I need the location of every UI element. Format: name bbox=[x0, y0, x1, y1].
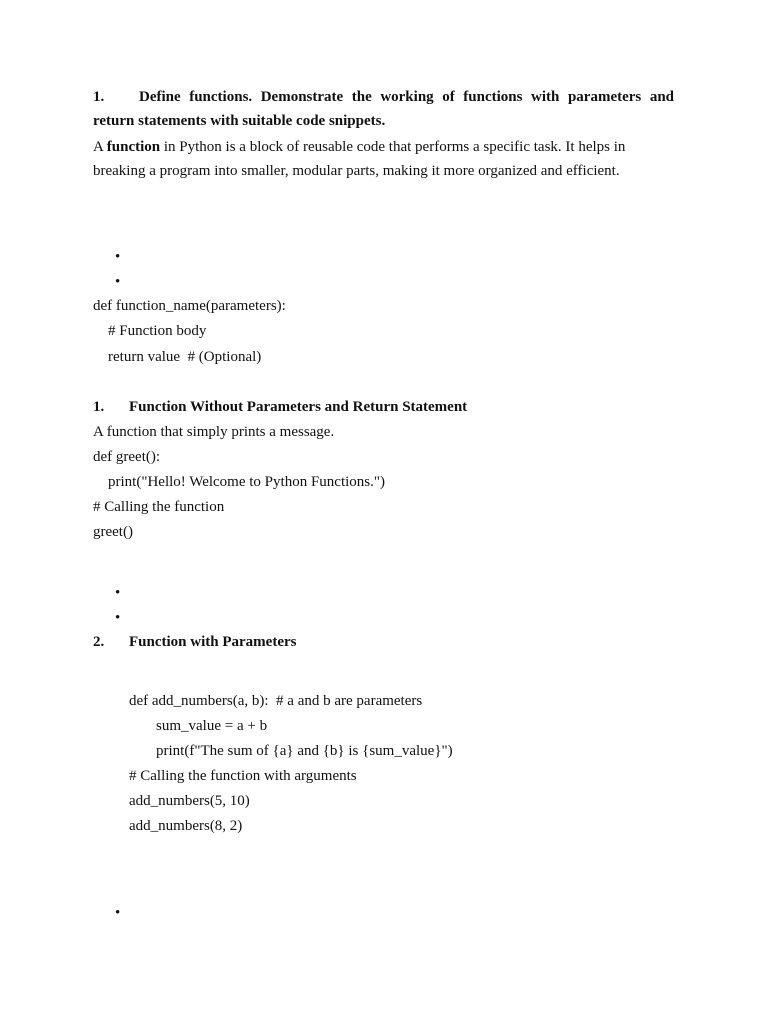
section-description: A function that simply prints a message. bbox=[93, 424, 335, 440]
question-title-line2: return statements with suitable code snippets. bbox=[93, 113, 386, 129]
syntax-line: return value # (Optional) bbox=[108, 349, 262, 365]
intro-line1 bbox=[93, 137, 625, 157]
bullet-point: • bbox=[115, 905, 121, 921]
intro-rest: in Python is a block of reusable code that performs a specific task. It helps in bbox=[160, 139, 626, 155]
code-line: print(f"The sum of {a} and {b} is {sum_value}") bbox=[156, 743, 453, 759]
syntax-line: def function_name(parameters): bbox=[93, 298, 286, 314]
code-line: def greet(): bbox=[93, 449, 161, 465]
bullet-point: • bbox=[115, 585, 121, 601]
section-title: Function with Parameters bbox=[129, 634, 297, 650]
code-line: greet() bbox=[93, 524, 133, 540]
section-number: 2. bbox=[93, 634, 105, 650]
syntax-line: # Function body bbox=[108, 323, 207, 339]
code-line: # Calling the function with arguments bbox=[129, 768, 357, 784]
intro-prefix: A bbox=[93, 139, 107, 155]
intro-line2: breaking a program into smaller, modular parts, making it more organized and efficient. bbox=[93, 163, 620, 179]
section-title: Function Without Parameters and Return Statement bbox=[129, 399, 468, 415]
bullet-point: • bbox=[115, 249, 121, 265]
section-number: 1. bbox=[93, 399, 105, 415]
intro-keyword: function bbox=[106, 139, 161, 155]
code-line: add_numbers(8, 2) bbox=[129, 818, 243, 834]
code-line: print("Hello! Welcome to Python Functions.") bbox=[108, 474, 385, 490]
question-number: 1. bbox=[93, 89, 105, 105]
bullet-point: • bbox=[115, 274, 121, 290]
bullet-point: • bbox=[115, 610, 121, 626]
code-line: def add_numbers(a, b): # a and b are parameters bbox=[129, 693, 423, 709]
code-line: # Calling the function bbox=[93, 499, 225, 515]
code-line: add_numbers(5, 10) bbox=[129, 793, 250, 809]
code-line: sum_value = a + b bbox=[156, 718, 268, 734]
question-title-line1: Define functions. Demonstrate the working of functions with parameters and bbox=[139, 89, 674, 105]
